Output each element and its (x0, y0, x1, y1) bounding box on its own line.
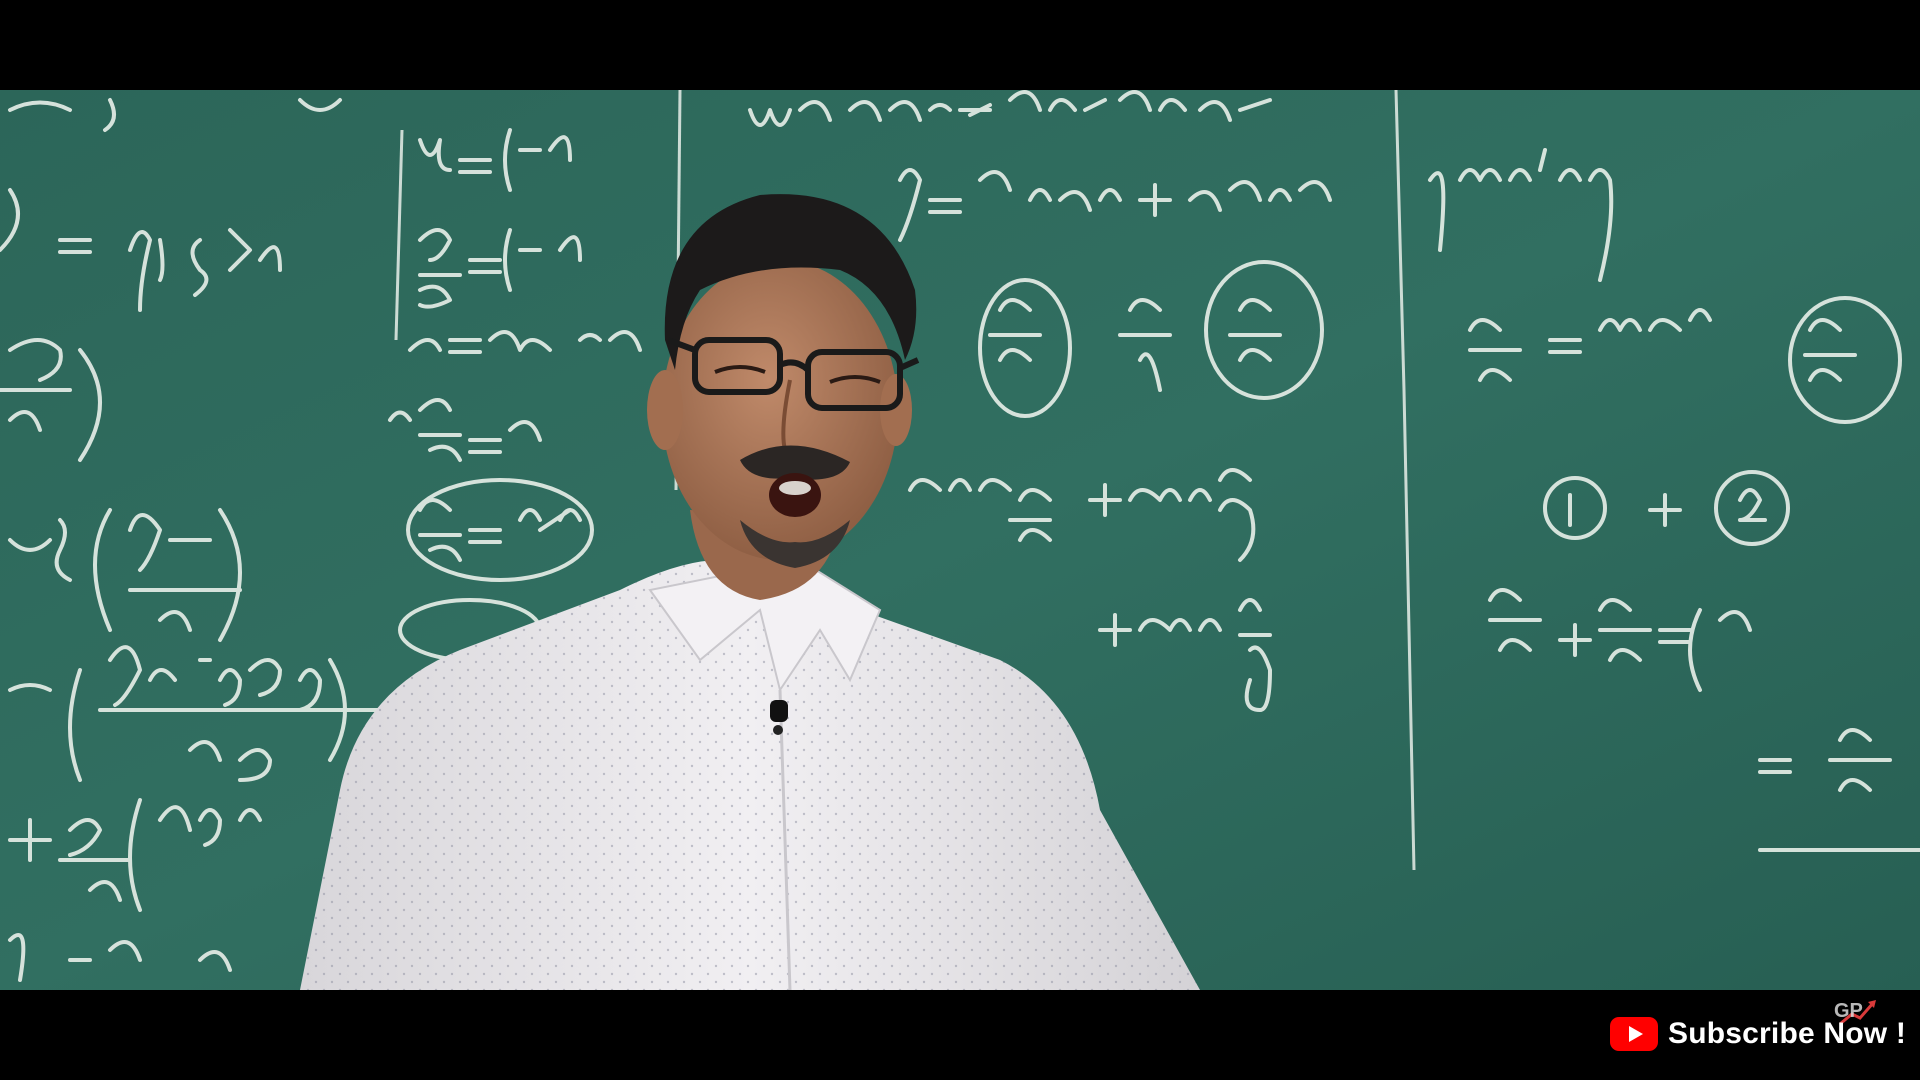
subscribe-overlay[interactable] (1610, 1012, 1906, 1056)
lecture-illustration (0, 90, 1920, 990)
channel-logo-text: GP (1834, 1000, 1863, 1022)
lecture-scene (0, 90, 1920, 990)
subscribe-now-label[interactable]: Subscribe Now ! (1668, 1017, 1907, 1050)
letterbox-top (0, 0, 1920, 90)
youtube-play-icon[interactable] (1610, 1017, 1658, 1051)
